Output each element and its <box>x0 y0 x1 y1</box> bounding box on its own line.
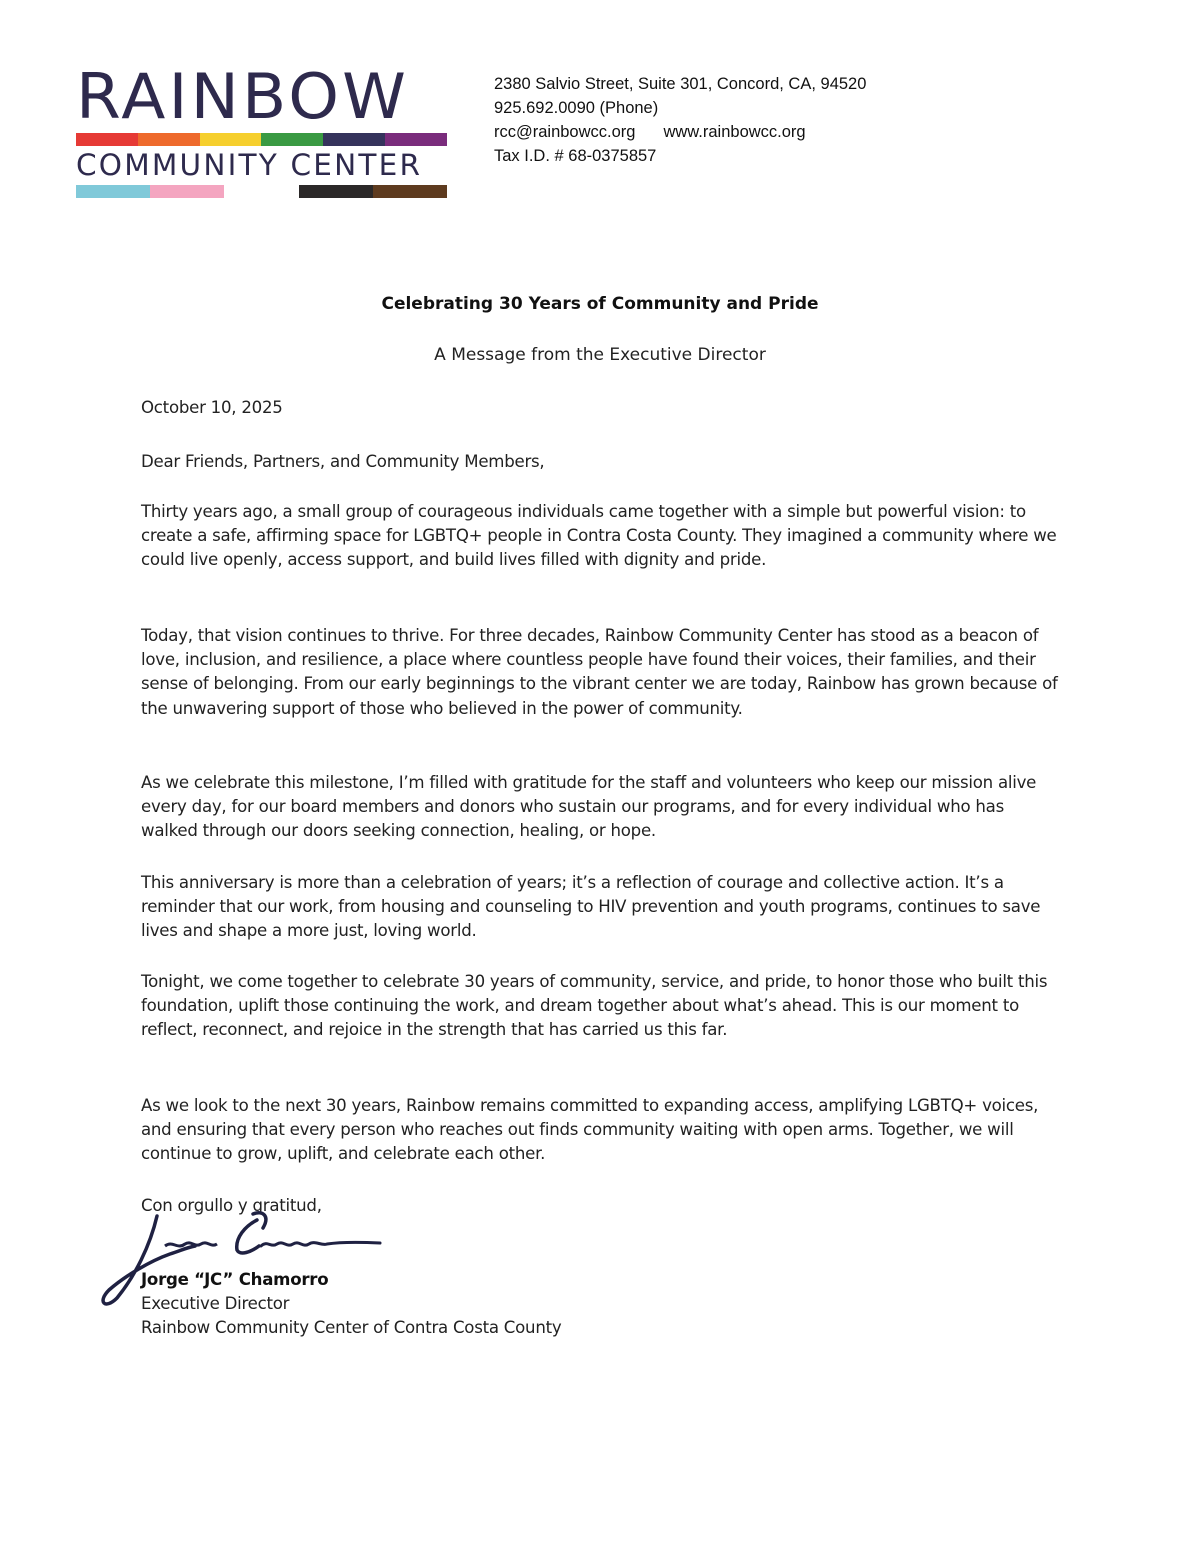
tax-id: Tax I.D. # 68-0375857 <box>494 147 657 165</box>
paragraph-1: Thirty years ago, a small group of courageous individuals came together with a simple but powerful vision: to create a safe, affirming space for LGBTQ+ people in Contra Costa County. They imagined a community where we could live openly, access support, and build lives filled with dignity and pride. <box>141 502 1057 570</box>
address: 2380 Salvio Street, Suite 301, Concord, CA, 94520 <box>494 75 867 93</box>
signer-organization: Rainbow Community Center of Contra Costa County <box>141 1318 562 1337</box>
letter-title: Celebrating 30 Years of Community and Pride <box>381 294 819 314</box>
paragraph-6: As we look to the next 30 years, Rainbow remains committed to expanding access, amplifying LGBTQ+ voices, and ensuring that every person who reaches out finds community waiting with open arms. Together, we will continue to grow, uplift, and celebrate each other. <box>141 1096 1039 1164</box>
paragraph-4: This anniversary is more than a celebration of years; it’s a reflection of courage and collective action. It’s a reminder that our work, from housing and counseling to HIV prevention and youth programs, continues to save lives and shape a more just, loving world. <box>141 873 1041 941</box>
organization-logo <box>76 60 452 198</box>
paragraph-5: Tonight, we come together to celebrate 30 years of community, service, and pride, to honor those who built this foundation, uplift those continuing the work, and dream together about what’s ahead. This is our moment to reflect, reconnect, and rejoice in the strength that has carried us this far. <box>141 972 1048 1040</box>
letter-date: October 10, 2025 <box>141 398 283 417</box>
closing: Con orgullo y gratitud, <box>141 1196 322 1215</box>
logo-subtitle: COMMUNITY CENTER <box>76 148 423 182</box>
email-link[interactable]: rcc@rainbowcc.org <box>494 123 636 141</box>
logo-wordmark: RAINBOW <box>76 60 410 133</box>
phone: 925.692.0090 (Phone) <box>494 99 659 117</box>
salutation: Dear Friends, Partners, and Community Members, <box>141 452 545 471</box>
letter-subtitle: A Message from the Executive Director <box>434 345 766 365</box>
contact-block <box>494 72 866 168</box>
logo-rainbow-stripe <box>76 133 447 146</box>
signer-name: Jorge “JC” Chamorro <box>141 1270 329 1289</box>
signer-title: Executive Director <box>141 1294 290 1313</box>
logo-progress-stripe <box>76 185 447 198</box>
paragraph-3: As we celebrate this milestone, I’m filled with gratitude for the staff and volunteers who keep our mission alive every day, for our board members and donors who sustain our programs, and for every individual who has walked through our doors seeking connection, healing, or hope. <box>141 773 1037 841</box>
paragraph-2: Today, that vision continues to thrive. For three decades, Rainbow Community Center has stood as a beacon of love, inclusion, and resilience, a place where countless people have found their voices, their families, and their sense of belonging. From our early beginnings to the vibrant center we are today, Rainbow has grown because of the unwavering support of those who believed in the power of community. <box>141 626 1058 718</box>
website-link[interactable]: www.rainbowcc.org <box>663 123 806 141</box>
